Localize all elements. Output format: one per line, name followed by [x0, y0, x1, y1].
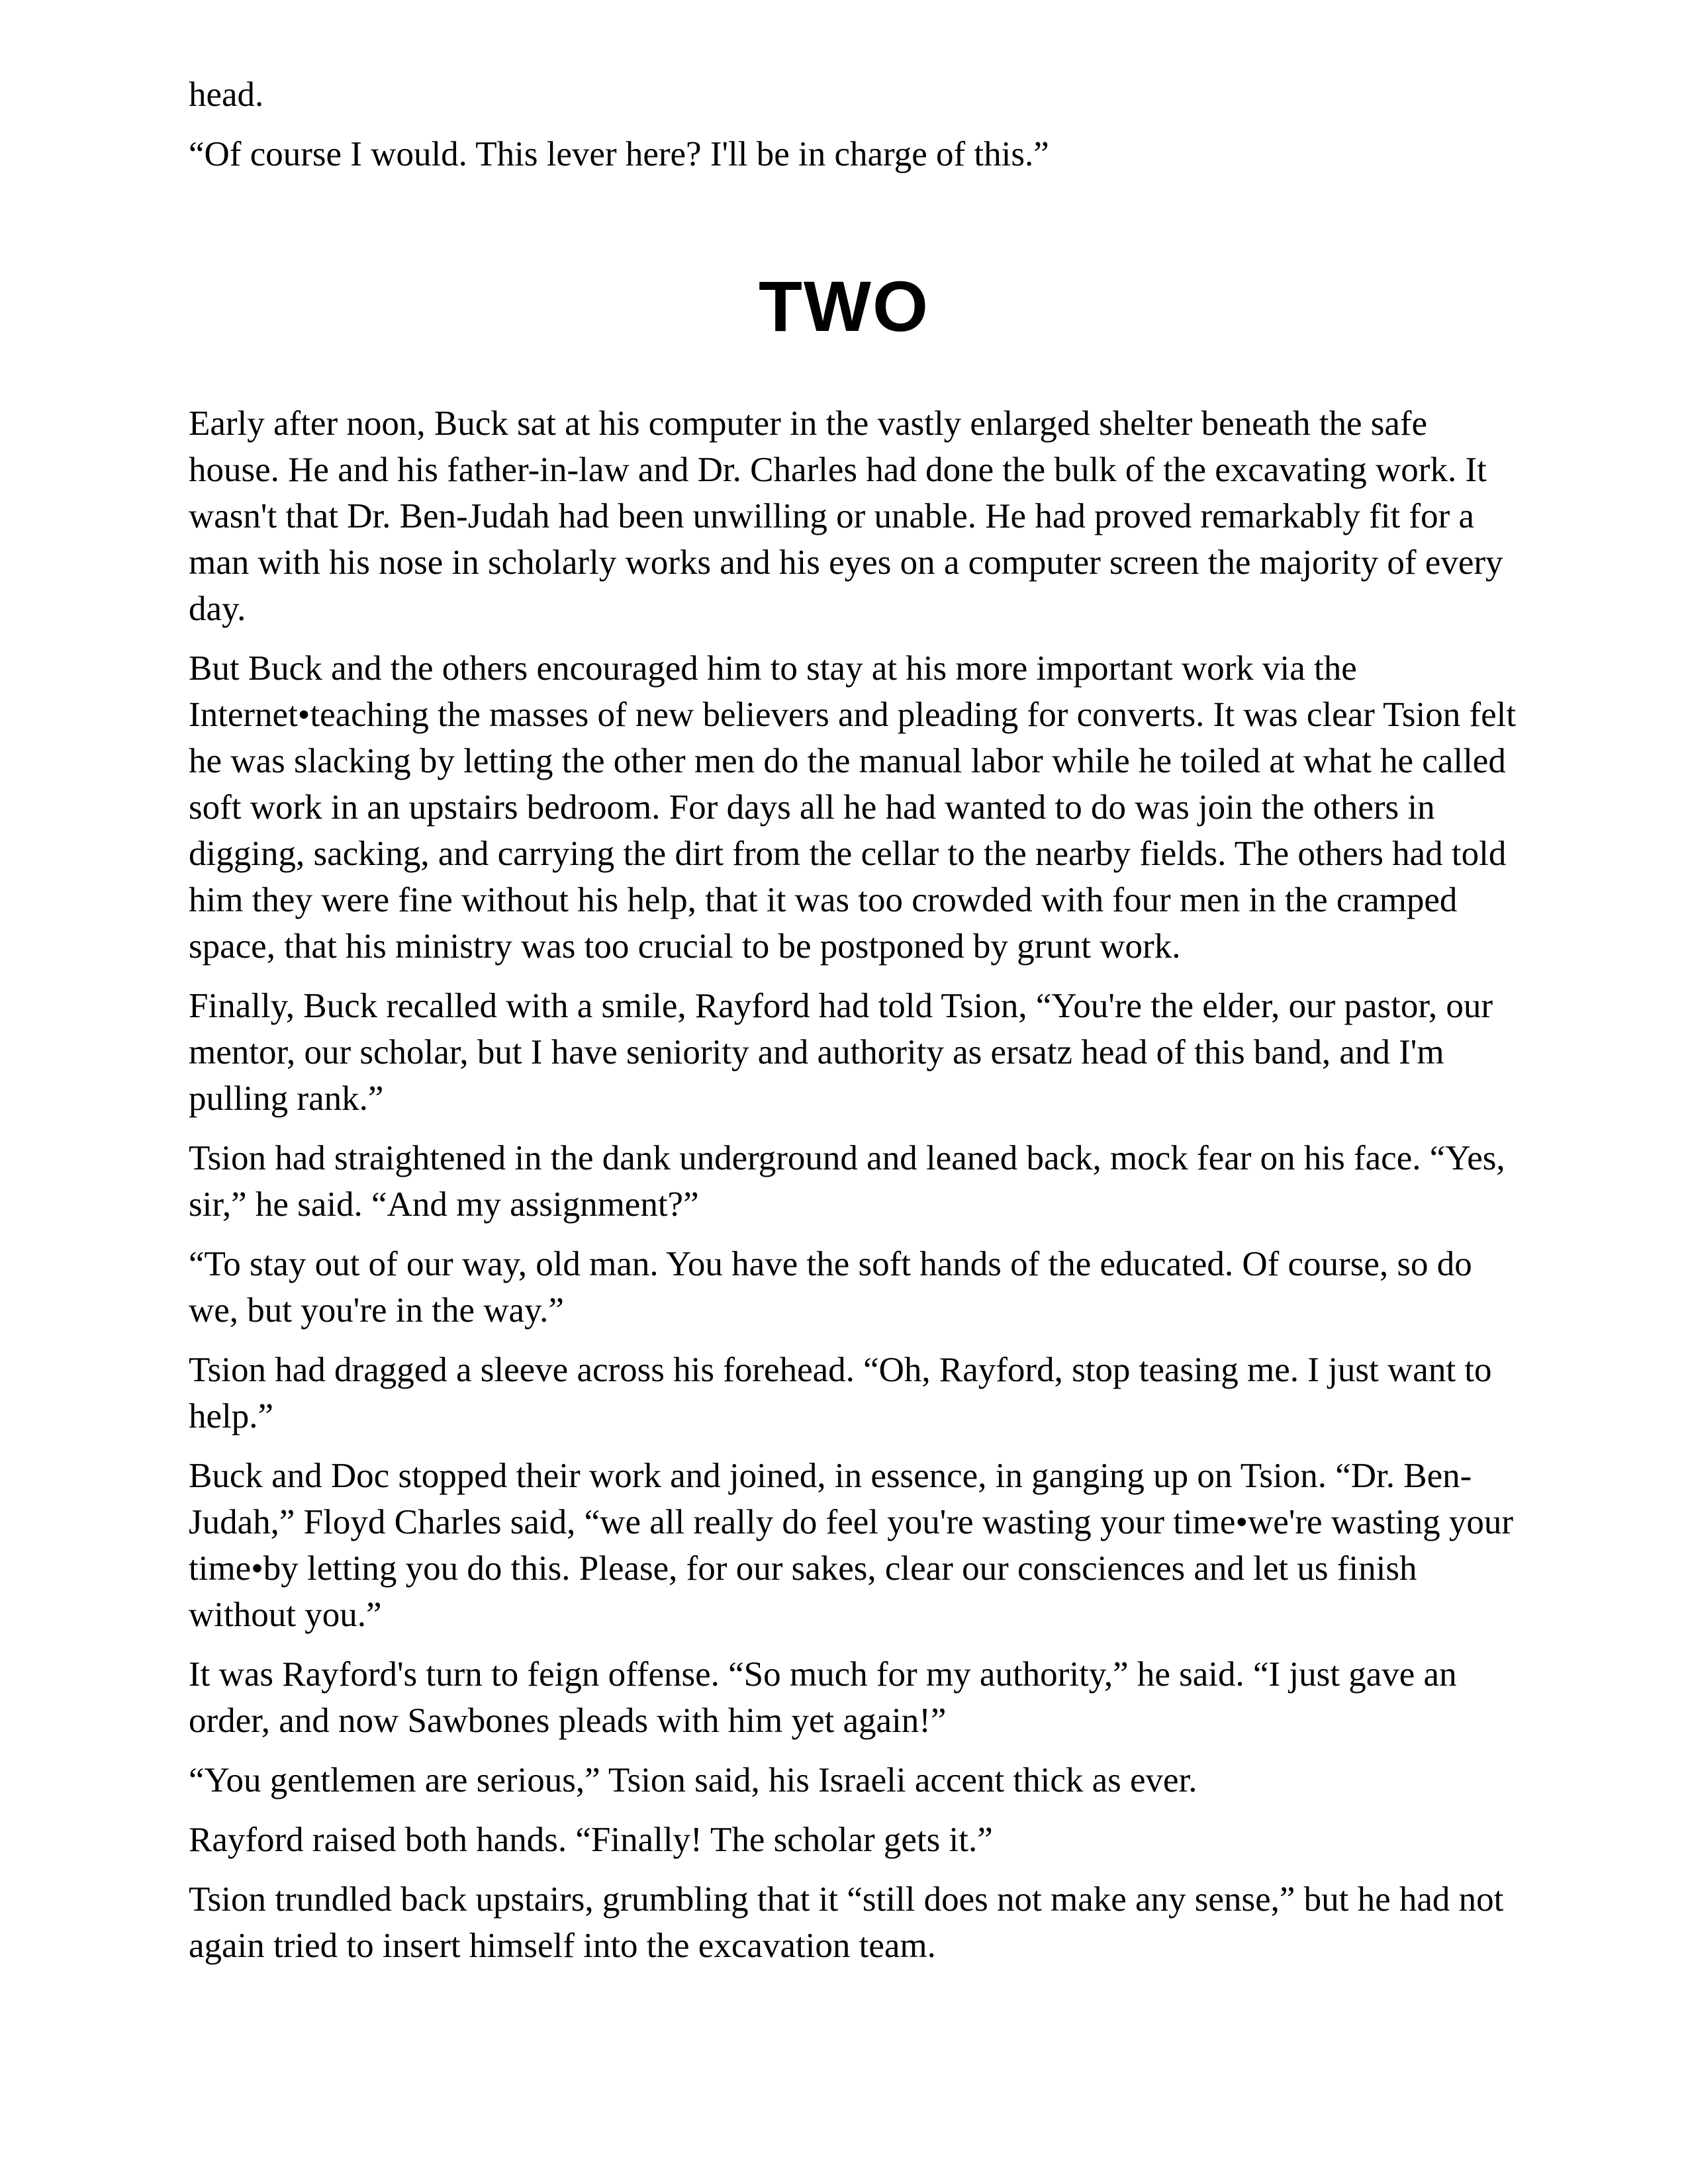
continued-text	[189, 71, 1519, 191]
paragraph: Rayford raised both hands. “Finally! The scholar gets it.”	[189, 1821, 993, 1859]
paragraph: Finally, Buck recalled with a smile, Rayford had told Tsion, “You're the elder, our pastor, our mentor, our scholar, but I have seniority and authority as ersatz head of this band, and I'm pulling rank.”	[189, 987, 1493, 1118]
paragraph: Buck and Doc stopped their work and joined, in essence, in ganging up on Tsion. “Dr. Ben-Judah,” Floyd Charles said, “we all really do feel you're wasting your time•we're wasting your time•by letting you do this. Please, for our sakes, clear our consciences and let us finish without you.”	[189, 1457, 1514, 1634]
paragraph: It was Rayford's turn to feign offense. “So much for my authority,” he said. “I just gave an order, and now Sawbones pleads with him yet again!”	[189, 1655, 1457, 1740]
paragraph: Tsion had straightened in the dank underground and leaned back, mock fear on his face. “Yes, sir,” he said. “And my assignment?”	[189, 1139, 1505, 1224]
chapter-body	[189, 400, 1519, 1982]
paragraph: “To stay out of our way, old man. You have the soft hands of the educated. Of course, so do we, but you're in the way.”	[189, 1245, 1472, 1330]
continued-line-2: “Of course I would. This lever here? I'll be in charge of this.”	[189, 135, 1049, 173]
paragraph: But Buck and the others encouraged him to stay at his more important work via the Internet•teaching the masses of new believers and pleading for converts. It was clear Tsion felt he was slacking by letting the other men do the manual labor while he toiled at what he called soft work in an upstairs bedroom. For days all he had wanted to do was join the others in digging, sacking, and carrying the dirt from the cellar to the nearby fields. The others had told him they were fine without his help, that it was too crowded with four men in the cramped space, that his ministry was too crucial to be postponed by grunt work.	[189, 649, 1517, 966]
paragraph: Tsion had dragged a sleeve across his forehead. “Oh, Rayford, stop teasing me. I just want to help.”	[189, 1351, 1492, 1435]
chapter-title: TWO	[759, 266, 929, 346]
paragraph: Early after noon, Buck sat at his computer in the vastly enlarged shelter beneath the safe house. He and his father-in-law and Dr. Charles had done the bulk of the excavating work. It wasn't that Dr. Ben-Judah had been unwilling or unable. He had proved remarkably fit for a man with his nose in scholarly works and his eyes on a computer screen the majority of every day.	[189, 404, 1503, 628]
paragraph: Tsion trundled back upstairs, grumbling that it “still does not make any sense,” but he had not again tried to insert himself into the excavation team.	[189, 1880, 1504, 1965]
paragraph: “You gentlemen are serious,” Tsion said, his Israeli accent thick as ever.	[189, 1761, 1197, 1799]
continued-line-1: head.	[189, 75, 264, 114]
